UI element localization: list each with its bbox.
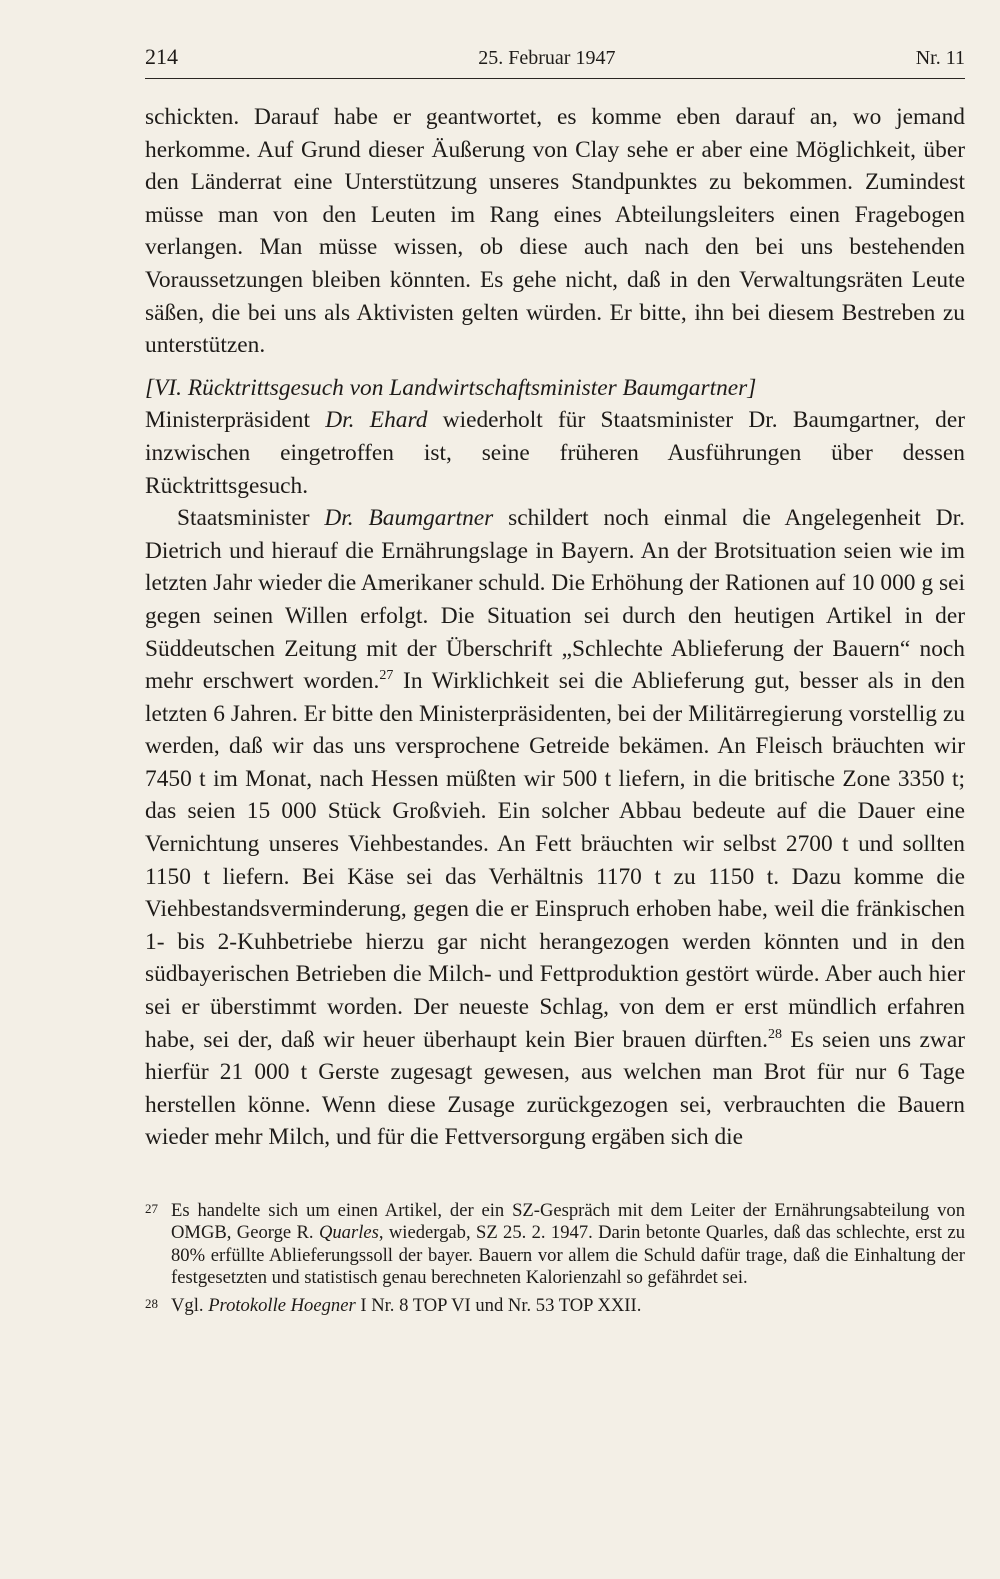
text-run: , wiedergab, SZ 25. 2. 1947. Darin betonte Quarles, daß das schlechte, erst zu 80% erfüllte Ablieferungssoll der bayer. Bauern vor allem die Schuld dafür trage, daß die Einhaltung der festgesetzten und statistisch genau berechneten Kalorienzahl so gefährdet sei.: [171, 1222, 965, 1289]
header-date: 25. Februar 1947: [478, 47, 616, 69]
text-run: wiederholt für Staatsminister Dr. Baumgartner, der inzwischen eingetroffen ist, seine früheren Ausführungen über dessen Rücktrittsgesuch.: [145, 407, 965, 499]
text-run: Es handelte sich um einen Artikel, der ein SZ-Gespräch mit dem Leiter der Ernährungsabteilung von OMGB, George R.: [171, 1200, 965, 1244]
text-run: Ministerpräsident: [145, 407, 326, 434]
footnotes: [145, 1200, 965, 1317]
page-number: 214: [145, 44, 178, 69]
text-run: In Wirklichkeit sei die Ablieferung gut, besser als in den letzten 6 Jahren. Er bitte den Ministerpräsidenten, bei der Militärregierung vorstellig zu werden, daß wir das uns versprochene Getreide bekämen. An Fleisch bräuchten wir 7450 t im Monat, nach Hessen müßten wir 500 t liefern, in die britische Zone 3350 t; das seien 15 000 Stück Großvieh. Ein solcher Abbau bedeute auf die Dauer eine Vernichtung unseres Viehbestandes. An Fett bräuchten wir selbst 2700 t und sollten 1150 t liefern. Bei Käse sei das Verhältnis 1170 t zu 1150 t. Dazu komme die Viehbestandsverminderung, gegen die er Einspruch erhoben habe, weil die fränkischen 1- bis 2-Kuhbetriebe hierzu gar nicht herangezogen werden könnten und in den südbayerischen Betrieben die Milch- und Fettproduktion gestört würde. Aber auch hier sei er überstimmt worden. Der neueste Schlag, von dem er erst mündlich erfahren habe, sei der, daß wir heuer überhaupt kein Bier brauen dürften.: [145, 668, 966, 1053]
footnote-27: [145, 1200, 965, 1290]
section-heading: [VI. Rücktrittsgesuch von Landwirtschaftsminister Baumgartner]: [145, 374, 757, 401]
text-run: I Nr. 8 TOP VI und Nr. 53 TOP XXII.: [355, 1294, 642, 1316]
document-number: Nr. 11: [915, 47, 965, 69]
person-name: Quarles: [318, 1222, 379, 1244]
text-run: Vgl.: [171, 1294, 209, 1316]
text-run: Staatsminister: [177, 505, 325, 532]
paragraph-continuation: schickten. Darauf habe er geantwortet, es komme eben darauf an, wo jemand herkomme. Auf Grund dieser Äußerung von Clay sehe er aber eine Möglichkeit, über den Länderrat eine Unterstützung unseres Standpunktes zu bekommen. Zumindest müsse man von den Leuten im Rang eines Abteilungsleiters einen Fragebogen verlangen. Man müsse wissen, ob diese auch nach den bei uns bestehenden Voraussetzungen bleiben könnten. Es gehe nicht, daß in den Verwaltungsräten Leute säßen, die bei uns als Aktivisten gelten würden. Er bitte, ihn bei diesem Bestreben zu unterstützen.: [145, 104, 965, 359]
footnote-number: 27: [145, 1201, 158, 1216]
text-run: Es seien uns zwar hierfür 21 000 t Gerste zugesagt gewesen, aus welchen man Brot für nur 6 Tage herstellen könne. Wenn diese Zusage zurückgezogen sei, verbrauchten die Bauern wieder mehr Milch, und für die Fettversorgung ergäben sich die: [145, 1026, 965, 1151]
speaker-name: Dr. Ehard: [325, 407, 428, 434]
footnote-ref-27[interactable]: 27: [379, 668, 394, 684]
footnote-number: 28: [145, 1295, 158, 1311]
text-run: schildert noch einmal die Angelegenheit Dr. Dietrich und hierauf die Ernährungslage in Bayern. An der Brotsituation seien wie im letzten Jahr wieder die Amerikaner schuld. Die Erhöhung der Rationen auf 10 000 g sei gegen seinen Willen erfolgt. Die Situation sei durch den heutigen Artikel in der Süddeutschen Zeitung mit der Überschrift „Schlechte Ablieferung der Bauern“ noch mehr erschwert worden.: [145, 505, 965, 695]
speaker-name: Dr. Baumgartner: [324, 505, 494, 532]
running-header: [145, 44, 965, 79]
paragraph-baumgartner: [145, 502, 965, 1154]
footnote-28: [145, 1295, 965, 1317]
body-text: [145, 101, 965, 1154]
reference-title: Protokolle Hoegner: [208, 1294, 356, 1316]
footnote-text: [171, 1295, 965, 1317]
footnote-ref-28[interactable]: 28: [767, 1026, 782, 1042]
paragraph-intro: [145, 404, 965, 502]
footnote-text: [171, 1200, 965, 1290]
